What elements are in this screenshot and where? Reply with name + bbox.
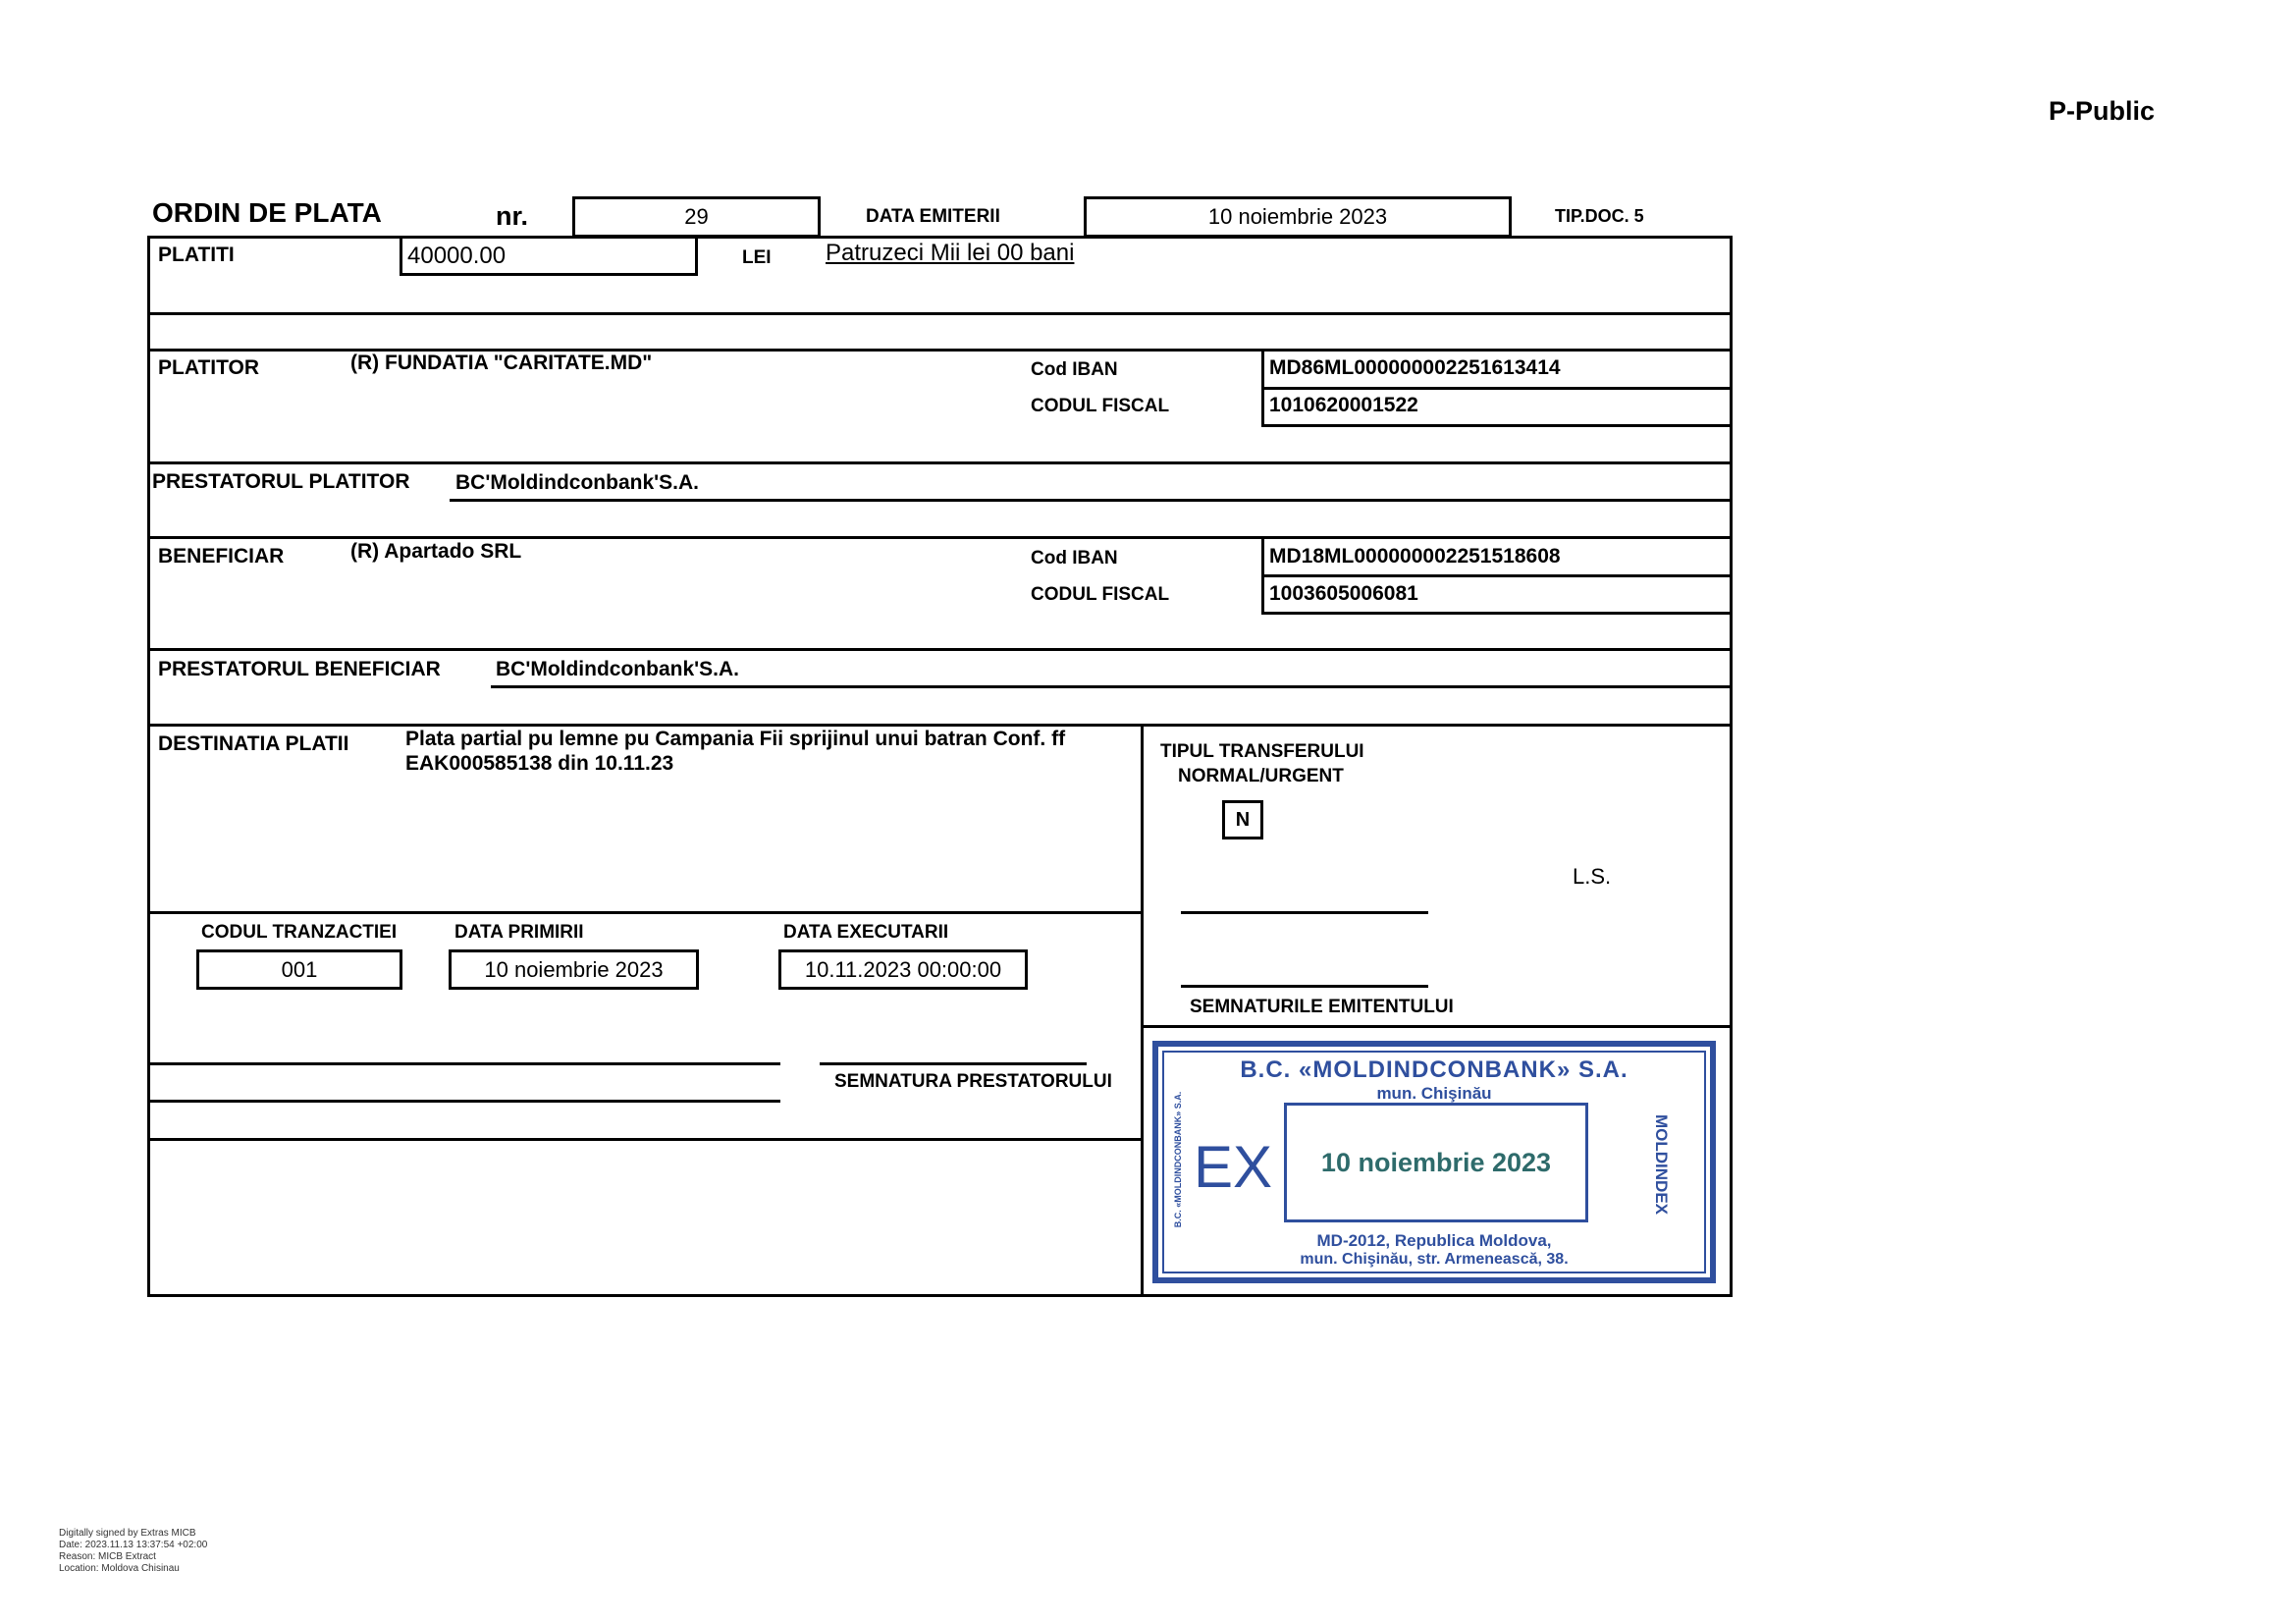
payer-iban-field [1261, 349, 1733, 390]
beneficiary-name: (R) Apartado SRL [350, 540, 522, 563]
document-title: ORDIN DE PLATA [152, 197, 382, 228]
beneficiary-provider-value: BC'Moldindconbank'S.A. [496, 658, 739, 680]
divider [491, 685, 1733, 688]
payer-fiscal-value: 1010620001522 [1269, 394, 1418, 416]
purpose-line-1: Plata partial pu lemne pu Campania Fii sprijinul unui batran Conf. ff [405, 728, 1066, 750]
divider [147, 312, 1733, 315]
transfer-type-value: N [1235, 808, 1251, 831]
beneficiary-iban-value: MD18ML000000002251518608 [1269, 545, 1561, 568]
stamp-ex-mark: EX [1194, 1134, 1273, 1200]
ls-mark: L.S. [1573, 864, 1612, 889]
amount-field [400, 236, 698, 276]
digital-signature-line-1: Digitally signed by Extras MICB [59, 1528, 196, 1539]
transaction-code-field [196, 949, 402, 990]
payer-name: (R) FUNDATIA "CARITATE.MD" [350, 352, 653, 374]
transfer-type-box [1222, 800, 1263, 839]
signature-line [1181, 911, 1428, 914]
digital-signature-line-3: Reason: MICB Extract [59, 1551, 156, 1562]
purpose-label: DESTINATIA PLATII [158, 732, 349, 755]
issue-date-field [1084, 196, 1512, 238]
amount-value: 40000.00 [407, 243, 507, 269]
issue-date-label: DATA EMITERII [866, 206, 1000, 227]
issuer-signatures-label: SEMNATURILE EMITENTULUI [1190, 997, 1454, 1017]
stamp-city: mun. Chişinău [1376, 1084, 1492, 1103]
execution-date-field [778, 949, 1028, 990]
stamp-side-text-right: MOLDINDEX [1652, 1114, 1671, 1215]
digital-signature-line-2: Date: 2023.11.13 13:37:54 +02:00 [59, 1540, 208, 1550]
divider [147, 1062, 780, 1065]
digital-signature-line-4: Location: Moldova Chisinau [59, 1563, 180, 1574]
stamp-date: 10 noiembrie 2023 [1320, 1147, 1552, 1177]
transfer-mode-label: NORMAL/URGENT [1178, 766, 1344, 786]
receipt-date-label: DATA PRIMIRII [454, 922, 584, 943]
divider [147, 911, 1141, 914]
provider-signature-line [820, 1062, 1087, 1065]
doc-type-label: TIP.DOC. 5 [1555, 206, 1644, 226]
beneficiary-iban-label: Cod IBAN [1031, 548, 1118, 568]
payer-provider-label: PRESTATORUL PLATITOR [152, 470, 410, 493]
transaction-code-label: CODUL TRANZACTIEI [201, 922, 398, 943]
beneficiary-provider-label: PRESTATORUL BENEFICIAR [158, 658, 441, 680]
beneficiary-iban-field [1261, 536, 1733, 577]
currency-label: LEI [742, 247, 772, 268]
bank-stamp [1152, 1041, 1716, 1283]
divider [147, 1138, 1141, 1141]
payer-iban-label: Cod IBAN [1031, 359, 1118, 380]
classification-label: P-Public [2049, 96, 2156, 126]
beneficiary-fiscal-label: CODUL FISCAL [1031, 584, 1170, 605]
nr-label: nr. [496, 201, 529, 231]
payer-fiscal-label: CODUL FISCAL [1031, 396, 1170, 416]
digital-signature [59, 1528, 207, 1575]
stamp-address-line-1: MD-2012, Republica Moldova, [1316, 1231, 1552, 1250]
divider [147, 461, 1733, 464]
stamp-side-text-left: B.C. «MOLDINDCONBANK» S.A. [1173, 1091, 1183, 1228]
transaction-code-value: 001 [281, 956, 318, 982]
provider-signature-label: SEMNATURA PRESTATORULUI [834, 1071, 1112, 1092]
payer-iban-value: MD86ML000000002251613414 [1269, 356, 1561, 379]
transfer-type-label: TIPUL TRANSFERULUI [1160, 741, 1364, 762]
execution-date-label: DATA EXECUTARII [783, 922, 949, 943]
divider [147, 1100, 780, 1103]
document-number-value: 29 [684, 204, 709, 229]
stamp-date-box [1284, 1103, 1588, 1222]
divider [1141, 1025, 1733, 1028]
payer-fiscal-field [1261, 387, 1733, 427]
beneficiary-fiscal-field [1261, 574, 1733, 615]
stamp-address-line-2: mun. Chişinău, str. Armenească, 38. [1300, 1251, 1569, 1268]
payer-label: PLATITOR [158, 356, 260, 379]
receipt-date-value: 10 noiembrie 2023 [484, 956, 664, 982]
divider [147, 724, 1733, 727]
column-divider [1141, 724, 1144, 1297]
beneficiary-label: BENEFICIAR [158, 545, 285, 568]
payer-provider-value: BC'Moldindconbank'S.A. [455, 471, 699, 494]
beneficiary-fiscal-value: 1003605006081 [1269, 582, 1418, 605]
issue-date-value: 10 noiembrie 2023 [1207, 204, 1388, 229]
receipt-date-field [449, 949, 699, 990]
execution-date-value: 10.11.2023 00:00:00 [804, 956, 1002, 982]
signature-line [1181, 985, 1428, 988]
purpose-line-2: EAK000585138 din 10.11.23 [405, 752, 674, 775]
amount-label: PLATITI [158, 244, 235, 266]
divider [147, 648, 1733, 651]
stamp-bank-name: B.C. «MOLDINDCONBANK» S.A. [1240, 1056, 1629, 1083]
divider [450, 499, 1733, 502]
document-number-field [572, 196, 821, 238]
amount-in-words: Patruzeci Mii lei 00 bani [826, 240, 1075, 266]
